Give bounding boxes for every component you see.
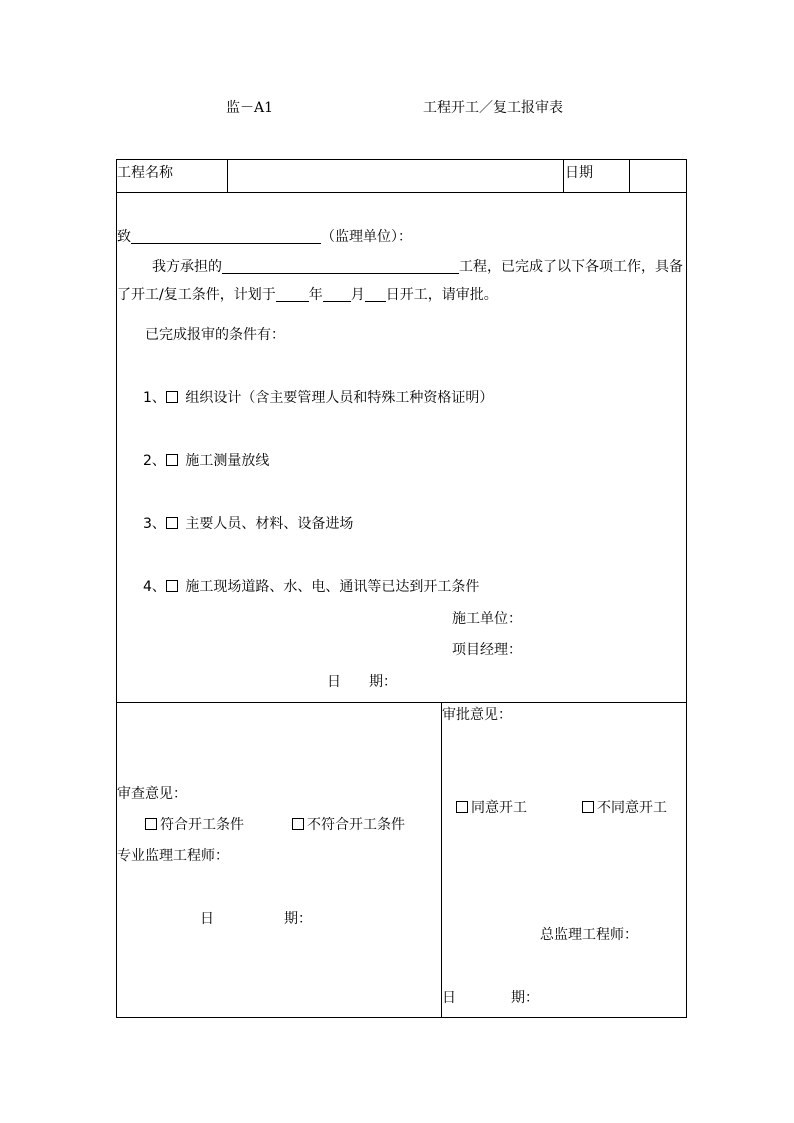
chief-engineer-label: 总监理工程师： bbox=[540, 927, 638, 943]
condition-number: 2、 bbox=[143, 453, 166, 469]
day-suffix: 日开工，请审批。 bbox=[385, 287, 498, 303]
review-date-period: 期： bbox=[284, 911, 312, 927]
approval-opinion-label: 审批意见： bbox=[442, 707, 512, 723]
project-manager-label: 项目经理： bbox=[452, 642, 522, 658]
condition-number: 1、 bbox=[143, 390, 166, 406]
checkbox-icon[interactable] bbox=[145, 818, 157, 830]
to-prefix: 致 bbox=[117, 229, 131, 245]
completed-intro: 已完成报审的条件有： bbox=[145, 327, 285, 343]
to-suffix: （监理单位）： bbox=[321, 229, 412, 245]
line1-suffix: 工程，已完成了以下各项工作，具备 bbox=[459, 259, 683, 275]
day-blank[interactable] bbox=[365, 287, 386, 302]
project-line bbox=[152, 256, 683, 276]
engineer-label: 专业监理工程师： bbox=[117, 848, 229, 864]
condition-item bbox=[143, 513, 353, 533]
date-label: 日期 bbox=[565, 165, 593, 181]
condition-text: 主要人员、材料、设备进场 bbox=[185, 516, 354, 532]
condition-number: 4、 bbox=[143, 579, 166, 595]
condition-item bbox=[143, 450, 269, 470]
condition-item bbox=[143, 387, 493, 407]
approval-option-no[interactable] bbox=[582, 797, 667, 817]
table-divider-review bbox=[441, 702, 442, 1018]
table-divider-date-value bbox=[629, 159, 630, 193]
application-date-label: 日 期： bbox=[327, 674, 397, 690]
condition-number: 3、 bbox=[143, 516, 166, 532]
table-divider-name bbox=[227, 159, 228, 193]
condition-text: 施工测量放线 bbox=[185, 453, 270, 469]
approval-option-yes-label: 同意开工 bbox=[471, 800, 527, 816]
checkbox-icon[interactable] bbox=[456, 801, 468, 813]
condition-text: 施工现场道路、水、电、通讯等已达到开工条件 bbox=[185, 579, 480, 595]
review-option-yes[interactable] bbox=[145, 814, 244, 834]
review-option-no-label: 不符合开工条件 bbox=[307, 817, 405, 833]
checkbox-icon[interactable] bbox=[166, 580, 178, 592]
line2-prefix: 了开工/复工条件，计划于 bbox=[117, 287, 276, 303]
form-code: 监－A1 bbox=[226, 100, 274, 116]
table-border-header bbox=[116, 192, 687, 193]
approval-option-yes[interactable] bbox=[456, 797, 527, 817]
checkbox-icon[interactable] bbox=[166, 454, 178, 466]
table-border-bottom bbox=[116, 1017, 687, 1018]
year-label: 年 bbox=[308, 287, 323, 303]
table-border-middle bbox=[116, 702, 687, 703]
month-blank[interactable] bbox=[323, 287, 351, 302]
month-label: 月 bbox=[350, 287, 365, 303]
review-option-yes-label: 符合开工条件 bbox=[160, 817, 244, 833]
review-option-no[interactable] bbox=[292, 814, 405, 834]
project-blank[interactable] bbox=[222, 259, 459, 274]
contractor-label: 施工单位： bbox=[452, 611, 522, 627]
table-border-top bbox=[116, 159, 687, 160]
project-name-label: 工程名称 bbox=[117, 165, 173, 181]
checkbox-icon[interactable] bbox=[292, 818, 304, 830]
supervisor-unit-blank[interactable] bbox=[131, 229, 321, 244]
review-opinion-label: 审查意见： bbox=[117, 786, 187, 802]
form-title: 工程开工／复工报审表 bbox=[423, 100, 563, 116]
line1-prefix: 我方承担的 bbox=[152, 259, 222, 275]
table-divider-date bbox=[563, 159, 564, 193]
table-border-right bbox=[686, 159, 687, 1018]
checkbox-icon[interactable] bbox=[166, 517, 178, 529]
review-date-day: 日 bbox=[200, 911, 214, 927]
checkbox-icon[interactable] bbox=[582, 801, 594, 813]
year-blank[interactable] bbox=[276, 287, 309, 302]
approval-date-period: 期： bbox=[511, 990, 539, 1006]
condition-item bbox=[143, 576, 479, 596]
checkbox-icon[interactable] bbox=[166, 391, 178, 403]
schedule-line bbox=[117, 284, 498, 304]
approval-option-no-label: 不同意开工 bbox=[597, 800, 667, 816]
approval-date-day: 日 bbox=[442, 990, 456, 1006]
condition-text: 组织设计（含主要管理人员和特殊工种资格证明） bbox=[185, 390, 494, 406]
addressee-line bbox=[117, 226, 412, 246]
